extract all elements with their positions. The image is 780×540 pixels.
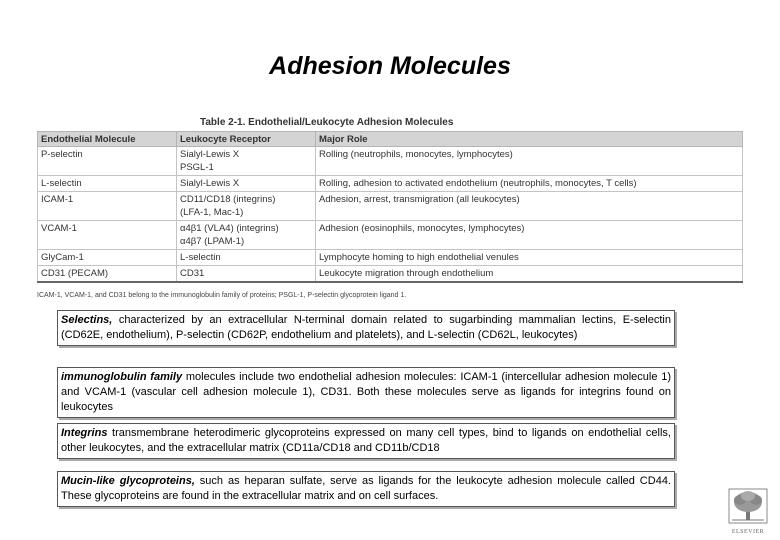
table-footnote: ICAM-1, VCAM-1, and CD31 belong to the immunoglobulin family of proteins; PSGL-1, P-selectin glycoprotein ligand 1. xyxy=(37,292,407,299)
integrins-note xyxy=(57,423,675,459)
header-endothelial: Endothelial Molecule xyxy=(38,132,177,147)
note-term: Mucin-like glycoproteins, xyxy=(61,475,195,487)
table-row xyxy=(38,221,743,250)
table-header-row xyxy=(38,132,743,147)
cell-endothelial: VCAM-1 xyxy=(38,221,177,250)
note-text: characterized by an extracellular N-terminal domain related to sugarbinding mammalian lectins, E-selectin (CD62E, endothelium), P-selectin (CD62P, endothelium and platelets), and L-selectin (CD62L, leukocytes) xyxy=(61,314,671,341)
table-row xyxy=(38,176,743,192)
cell-receptor: α4β1 (VLA4) (integrins) α4β7 (LPAM-1) xyxy=(177,221,316,250)
cell-endothelial: L-selectin xyxy=(38,176,177,192)
logo-brand-text: ELSEVIER xyxy=(731,529,765,535)
table-row xyxy=(38,147,743,176)
page-title: Adhesion Molecules xyxy=(269,52,511,80)
note-text: such as heparan sulfate, serve as ligands for the leukocyte adhesion molecule called CD44. These glycoproteins are found in the extracellular matrix and on cell surfaces. xyxy=(61,475,671,502)
table-row xyxy=(38,250,743,266)
cell-role: Rolling (neutrophils, monocytes, lymphocytes) xyxy=(316,147,743,176)
cell-role: Adhesion (eosinophils, monocytes, lymphocytes) xyxy=(316,221,743,250)
cell-role: Leukocyte migration through endothelium xyxy=(316,266,743,283)
cell-endothelial: P-selectin xyxy=(38,147,177,176)
tree-icon xyxy=(728,488,768,524)
cell-role: Rolling, adhesion to activated endothelium (neutrophils, monocytes, T cells) xyxy=(316,176,743,192)
table-caption: Table 2-1. Endothelial/Leukocyte Adhesion Molecules xyxy=(200,117,454,128)
note-term: Selectins, xyxy=(61,314,113,326)
note-term: immunoglobulin family xyxy=(61,371,183,383)
publisher-logo xyxy=(724,488,772,534)
cell-role: Lymphocyte homing to high endothelial venules xyxy=(316,250,743,266)
cell-receptor: CD31 xyxy=(177,266,316,283)
table-row xyxy=(38,266,743,283)
selectins-note xyxy=(57,310,675,346)
table-row xyxy=(38,192,743,221)
cell-receptor: Sialyl-Lewis X PSGL-1 xyxy=(177,147,316,176)
immunoglobulin-note xyxy=(57,367,675,418)
cell-receptor: Sialyl-Lewis X xyxy=(177,176,316,192)
cell-endothelial: GlyCam-1 xyxy=(38,250,177,266)
cell-role: Adhesion, arrest, transmigration (all leukocytes) xyxy=(316,192,743,221)
cell-endothelial: CD31 (PECAM) xyxy=(38,266,177,283)
note-text: molecules include two endothelial adhesion molecules: ICAM-1 (intercellular adhesion molecule 1) and VCAM-1 (vascular cell adhesion molecule 1), CD31. Both these molecules serve as ligands for integrins found on leukocytes xyxy=(61,371,671,413)
cell-receptor: L-selectin xyxy=(177,250,316,266)
cell-endothelial: ICAM-1 xyxy=(38,192,177,221)
note-text: transmembrane heterodimeric glycoproteins expressed on many cell types, bind to ligands on endothelial cells, other leukocytes, and the extracellular matrix (CD11a/CD18 and CD11b/CD18 xyxy=(61,427,671,454)
header-role: Major Role xyxy=(316,132,743,147)
note-term: Integrins xyxy=(61,427,108,439)
adhesion-molecule-table xyxy=(37,131,743,283)
cell-receptor: CD11/CD18 (integrins) (LFA-1, Mac-1) xyxy=(177,192,316,221)
mucin-note xyxy=(57,471,675,507)
header-receptor: Leukocyte Receptor xyxy=(177,132,316,147)
